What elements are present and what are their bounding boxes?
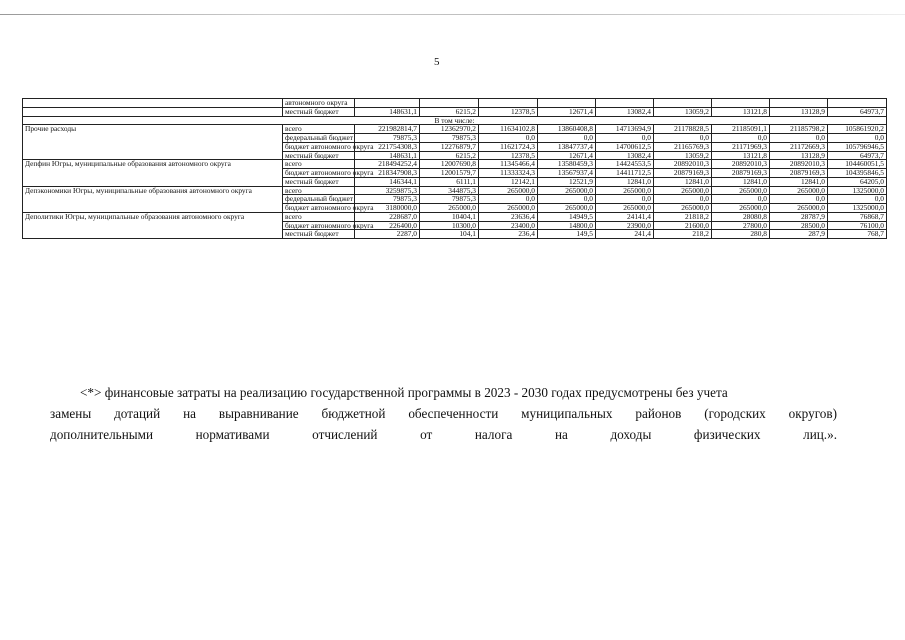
value-cell bbox=[355, 99, 420, 108]
value-cell: 76868,7 bbox=[828, 212, 887, 221]
value-cell: 12142,1 bbox=[479, 177, 538, 186]
value-cell: 0,0 bbox=[828, 134, 887, 143]
value-cell: 265000,0 bbox=[596, 204, 654, 213]
value-cell: 265000,0 bbox=[712, 204, 770, 213]
row-name-cell: Деполитики Югры, муниципальные образования автономного округа bbox=[23, 212, 283, 238]
value-cell: 14949,5 bbox=[538, 212, 596, 221]
value-cell: 265000,0 bbox=[654, 204, 712, 213]
table-row bbox=[23, 107, 887, 116]
footnote-line-1: <*> финансовые затраты на реализацию государственной программы в 2023 - 2030 годах предусмотрены без учета bbox=[80, 385, 728, 400]
value-cell: 20892010,3 bbox=[770, 160, 828, 169]
row-name-cell: Депэкономики Югры, муниципальные образования автономного округа bbox=[23, 186, 283, 212]
value-cell bbox=[596, 99, 654, 108]
value-cell: 13082,4 bbox=[596, 151, 654, 160]
value-cell: 28787,9 bbox=[770, 212, 828, 221]
value-cell: 21185091,1 bbox=[712, 125, 770, 134]
value-cell: 21600,0 bbox=[654, 221, 712, 230]
value-cell: 146344,1 bbox=[355, 177, 420, 186]
value-cell: 0,0 bbox=[654, 195, 712, 204]
funding-source-cell: федеральный бюджет bbox=[283, 195, 355, 204]
value-cell bbox=[538, 99, 596, 108]
value-cell: 11345466,4 bbox=[479, 160, 538, 169]
value-cell: 23900,0 bbox=[596, 221, 654, 230]
value-cell: 28080,8 bbox=[712, 212, 770, 221]
value-cell bbox=[420, 99, 479, 108]
value-cell bbox=[479, 99, 538, 108]
value-cell: 2287,0 bbox=[355, 230, 420, 239]
budget-table-body bbox=[23, 99, 887, 239]
value-cell: 13121,8 bbox=[712, 151, 770, 160]
value-cell: 20879169,3 bbox=[712, 169, 770, 178]
funding-source-cell: всего bbox=[283, 186, 355, 195]
funding-source-cell: бюджет автономного округа bbox=[283, 204, 355, 213]
value-cell: 221754308,3 bbox=[355, 142, 420, 151]
value-cell: 148631,1 bbox=[355, 151, 420, 160]
row-name-cell: Депфин Югры, муниципальные образования автономного округа bbox=[23, 160, 283, 186]
value-cell: 21171969,3 bbox=[712, 142, 770, 151]
value-cell: 27800,0 bbox=[712, 221, 770, 230]
funding-source-cell: местный бюджет bbox=[283, 177, 355, 186]
value-cell: 6215,2 bbox=[420, 151, 479, 160]
value-cell: 12671,4 bbox=[538, 151, 596, 160]
value-cell: 0,0 bbox=[770, 195, 828, 204]
value-cell: 64973,7 bbox=[828, 107, 887, 116]
value-cell: 0,0 bbox=[770, 134, 828, 143]
value-cell: 104,1 bbox=[420, 230, 479, 239]
value-cell: 1325000,0 bbox=[828, 186, 887, 195]
value-cell: 79875,3 bbox=[355, 195, 420, 204]
value-cell: 14700612,5 bbox=[596, 142, 654, 151]
value-cell: 11621724,3 bbox=[479, 142, 538, 151]
value-cell: 148631,1 bbox=[355, 107, 420, 116]
value-cell: 12362970,2 bbox=[420, 125, 479, 134]
value-cell: 6215,2 bbox=[420, 107, 479, 116]
value-cell: 13121,8 bbox=[712, 107, 770, 116]
value-cell: 236,4 bbox=[479, 230, 538, 239]
value-cell: 0,0 bbox=[828, 195, 887, 204]
value-cell: 218347908,3 bbox=[355, 169, 420, 178]
value-cell: 344875,3 bbox=[420, 186, 479, 195]
funding-source-cell: бюджет автономного округа bbox=[283, 142, 355, 151]
value-cell: 265000,0 bbox=[770, 186, 828, 195]
value-cell bbox=[654, 99, 712, 108]
value-cell: 12841,0 bbox=[654, 177, 712, 186]
value-cell: 0,0 bbox=[538, 195, 596, 204]
row-name-cell bbox=[23, 107, 283, 116]
value-cell: 3259875,3 bbox=[355, 186, 420, 195]
value-cell: 12671,4 bbox=[538, 107, 596, 116]
row-name-cell: Прочие расходы bbox=[23, 125, 283, 160]
value-cell: 10404,1 bbox=[420, 212, 479, 221]
value-cell: 241,4 bbox=[596, 230, 654, 239]
value-cell: 11634102,8 bbox=[479, 125, 538, 134]
budget-table bbox=[22, 98, 887, 239]
value-cell: 0,0 bbox=[596, 134, 654, 143]
value-cell: 280,8 bbox=[712, 230, 770, 239]
funding-source-cell: местный бюджет bbox=[283, 230, 355, 239]
value-cell: 265000,0 bbox=[479, 204, 538, 213]
funding-source-cell: всего bbox=[283, 160, 355, 169]
value-cell: 24141,4 bbox=[596, 212, 654, 221]
value-cell: 768,7 bbox=[828, 230, 887, 239]
value-cell bbox=[712, 99, 770, 108]
value-cell: 23400,0 bbox=[479, 221, 538, 230]
value-cell: 21185798,2 bbox=[770, 125, 828, 134]
funding-source-cell: местный бюджет bbox=[283, 107, 355, 116]
value-cell: 226400,0 bbox=[355, 221, 420, 230]
value-cell: 14800,0 bbox=[538, 221, 596, 230]
value-cell: 12841,0 bbox=[770, 177, 828, 186]
value-cell: 13580459,3 bbox=[538, 160, 596, 169]
funding-source-cell: всего bbox=[283, 212, 355, 221]
value-cell: 79875,3 bbox=[420, 195, 479, 204]
value-cell: 20892010,3 bbox=[654, 160, 712, 169]
funding-source-cell: федеральный бюджет bbox=[283, 134, 355, 143]
row-name-cell bbox=[23, 99, 283, 108]
value-cell bbox=[770, 99, 828, 108]
value-cell: 13860408,8 bbox=[538, 125, 596, 134]
value-cell: 13059,2 bbox=[654, 107, 712, 116]
value-cell: 12378,5 bbox=[479, 107, 538, 116]
value-cell: 265000,0 bbox=[770, 204, 828, 213]
value-cell: 0,0 bbox=[712, 134, 770, 143]
value-cell: 104395846,5 bbox=[828, 169, 887, 178]
value-cell: 76100,0 bbox=[828, 221, 887, 230]
value-cell: 13128,9 bbox=[770, 107, 828, 116]
value-cell: 64973,7 bbox=[828, 151, 887, 160]
value-cell: 20892010,3 bbox=[712, 160, 770, 169]
value-cell: 0,0 bbox=[479, 134, 538, 143]
value-cell bbox=[828, 99, 887, 108]
value-cell: 12007690,8 bbox=[420, 160, 479, 169]
value-cell: 12378,5 bbox=[479, 151, 538, 160]
funding-source-cell: бюджет автономного округа bbox=[283, 169, 355, 178]
value-cell: 0,0 bbox=[712, 195, 770, 204]
table-row bbox=[23, 99, 887, 108]
value-cell: 13567937,4 bbox=[538, 169, 596, 178]
value-cell: 105861920,2 bbox=[828, 125, 887, 134]
funding-source-cell: местный бюджет bbox=[283, 151, 355, 160]
value-cell: 11333324,3 bbox=[479, 169, 538, 178]
value-cell: 21172669,3 bbox=[770, 142, 828, 151]
value-cell: 228687,0 bbox=[355, 212, 420, 221]
value-cell: 1325000,0 bbox=[828, 204, 887, 213]
value-cell: 13059,2 bbox=[654, 151, 712, 160]
value-cell: 13082,4 bbox=[596, 107, 654, 116]
value-cell: 21178828,5 bbox=[654, 125, 712, 134]
value-cell: 3180000,0 bbox=[355, 204, 420, 213]
value-cell: 0,0 bbox=[596, 195, 654, 204]
value-cell: 104460051,5 bbox=[828, 160, 887, 169]
value-cell: 265000,0 bbox=[420, 204, 479, 213]
value-cell: 13847737,4 bbox=[538, 142, 596, 151]
value-cell: 265000,0 bbox=[538, 186, 596, 195]
value-cell: 10300,0 bbox=[420, 221, 479, 230]
value-cell: 12276879,7 bbox=[420, 142, 479, 151]
value-cell: 20879169,3 bbox=[770, 169, 828, 178]
value-cell: 265000,0 bbox=[479, 186, 538, 195]
value-cell: 79875,3 bbox=[420, 134, 479, 143]
value-cell: 28500,0 bbox=[770, 221, 828, 230]
value-cell: 0,0 bbox=[538, 134, 596, 143]
value-cell: 14424553,5 bbox=[596, 160, 654, 169]
funding-source-cell: автономного округа bbox=[283, 99, 355, 108]
value-cell: 20879169,3 bbox=[654, 169, 712, 178]
value-cell: 12841,0 bbox=[596, 177, 654, 186]
value-cell: 79875,3 bbox=[355, 134, 420, 143]
subheading-cell: В том числе: bbox=[23, 116, 887, 125]
scan-edge-line bbox=[0, 14, 905, 15]
value-cell: 265000,0 bbox=[654, 186, 712, 195]
value-cell: 265000,0 bbox=[538, 204, 596, 213]
value-cell: 14411712,5 bbox=[596, 169, 654, 178]
value-cell: 14713694,9 bbox=[596, 125, 654, 134]
value-cell: 12001579,7 bbox=[420, 169, 479, 178]
value-cell: 23636,4 bbox=[479, 212, 538, 221]
footnote-line-3: дополнительными нормативами отчислений от налога на доходы физических лиц.». bbox=[50, 427, 837, 442]
value-cell: 6111,1 bbox=[420, 177, 479, 186]
value-cell: 218,2 bbox=[654, 230, 712, 239]
footnote bbox=[50, 382, 837, 445]
value-cell: 64205,0 bbox=[828, 177, 887, 186]
value-cell: 21165769,3 bbox=[654, 142, 712, 151]
value-cell: 221982814,7 bbox=[355, 125, 420, 134]
value-cell: 265000,0 bbox=[596, 186, 654, 195]
funding-source-cell: бюджет автономного округа bbox=[283, 221, 355, 230]
value-cell: 12521,9 bbox=[538, 177, 596, 186]
value-cell: 149,5 bbox=[538, 230, 596, 239]
footnote-line-2: замены дотаций на выравнивание бюджетной обеспеченности муниципальных районов (городских округов) bbox=[50, 406, 837, 421]
page-number: 5 bbox=[434, 56, 440, 68]
value-cell: 287,9 bbox=[770, 230, 828, 239]
value-cell: 21818,2 bbox=[654, 212, 712, 221]
value-cell: 0,0 bbox=[479, 195, 538, 204]
value-cell: 13128,9 bbox=[770, 151, 828, 160]
value-cell: 105796946,5 bbox=[828, 142, 887, 151]
value-cell: 265000,0 bbox=[712, 186, 770, 195]
table-row bbox=[23, 212, 887, 221]
funding-source-cell: всего bbox=[283, 125, 355, 134]
value-cell: 12841,0 bbox=[712, 177, 770, 186]
value-cell: 0,0 bbox=[654, 134, 712, 143]
value-cell: 218494252,4 bbox=[355, 160, 420, 169]
